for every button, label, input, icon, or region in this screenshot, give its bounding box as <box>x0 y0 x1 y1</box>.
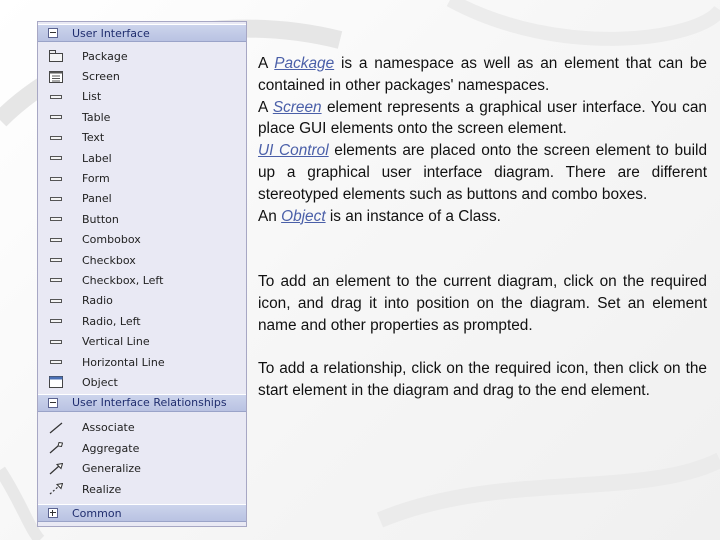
tool-text[interactable]: Text <box>38 128 246 148</box>
tool-vertical-line[interactable]: Vertical Line <box>38 331 246 351</box>
description-text <box>258 53 707 402</box>
tool-radio-left[interactable]: Radio, Left <box>38 311 246 331</box>
tool-realize[interactable]: Realize <box>38 479 246 499</box>
package-link[interactable]: Package <box>274 55 335 72</box>
group-header-user-interface[interactable] <box>38 24 246 42</box>
table-icon <box>49 111 63 123</box>
group-title: User Interface Relationships <box>72 396 227 410</box>
checkbox-icon <box>49 254 63 266</box>
radio-left-icon <box>49 315 63 327</box>
horizontal-line-icon <box>49 356 63 368</box>
toolbox-panel <box>37 21 247 527</box>
tool-associate[interactable]: Associate <box>38 418 246 438</box>
vertical-line-icon <box>49 336 63 348</box>
screen-link[interactable]: Screen <box>272 98 322 116</box>
realize-icon <box>49 483 63 495</box>
list-icon <box>49 91 63 103</box>
combobox-icon <box>49 234 63 246</box>
radio-icon <box>49 295 63 307</box>
tool-panel[interactable]: Panel <box>38 189 246 209</box>
text-icon <box>49 132 63 144</box>
tool-list[interactable]: List <box>38 87 246 107</box>
tool-table[interactable]: Table <box>38 107 246 127</box>
description-paragraph-3: To add a relationship, click on the required icon, then click on the start element in the diagram and drag to the end element. <box>258 360 707 399</box>
aggregate-icon <box>49 442 63 454</box>
checkbox-left-icon <box>49 274 63 286</box>
screen-icon <box>49 71 63 83</box>
ui-control-link[interactable]: UI Control <box>258 142 329 160</box>
button-icon <box>49 213 63 225</box>
tool-button[interactable]: Button <box>38 209 246 229</box>
collapse-icon[interactable] <box>48 28 58 38</box>
object-link[interactable]: Object <box>281 207 326 225</box>
collapse-icon[interactable] <box>48 398 58 408</box>
tool-checkbox-left[interactable]: Checkbox, Left <box>38 270 246 290</box>
tool-combobox[interactable]: Combobox <box>38 230 246 250</box>
tool-package[interactable]: Package <box>38 46 246 66</box>
associate-icon <box>49 422 63 434</box>
generalize-icon <box>49 463 63 475</box>
group-title: Common <box>72 506 122 520</box>
panel-icon <box>49 193 63 205</box>
tool-generalize[interactable]: Generalize <box>38 458 246 478</box>
tool-object[interactable]: Object <box>38 372 246 392</box>
user-interface-tools <box>38 46 246 393</box>
expand-icon[interactable] <box>48 508 58 518</box>
tool-radio[interactable]: Radio <box>38 291 246 311</box>
label-icon <box>49 152 63 164</box>
tool-label[interactable]: Label <box>38 148 246 168</box>
group-header-user-interface-relationships[interactable] <box>38 394 246 412</box>
relationship-tools <box>38 418 246 500</box>
description-paragraph-2: To add an element to the current diagram, click on the required icon, and drag it into position on the diagram. Set an element name and other properties as prompted. <box>258 272 707 334</box>
group-header-common[interactable] <box>38 504 246 522</box>
description-paragraph-1: A Package is a namespace as well as an element that can be contained in other packages' namespaces. A Screen element represents a graphical user interface. You can place GUI elements onto the screen element. UI Control elements are placed onto the screen element to build up a graphical user interface diagram. There are different stereotyped elements such as buttons and combo boxes. An Object is an instance of a Class. <box>258 55 708 225</box>
package-icon <box>49 50 63 62</box>
tool-aggregate[interactable]: Aggregate <box>38 438 246 458</box>
tool-screen[interactable]: Screen <box>38 66 246 86</box>
form-icon <box>49 173 63 185</box>
tool-form[interactable]: Form <box>38 168 246 188</box>
group-title: User Interface <box>72 26 150 40</box>
tool-horizontal-line[interactable]: Horizontal Line <box>38 352 246 372</box>
tool-checkbox[interactable]: Checkbox <box>38 250 246 270</box>
object-icon <box>49 376 63 388</box>
